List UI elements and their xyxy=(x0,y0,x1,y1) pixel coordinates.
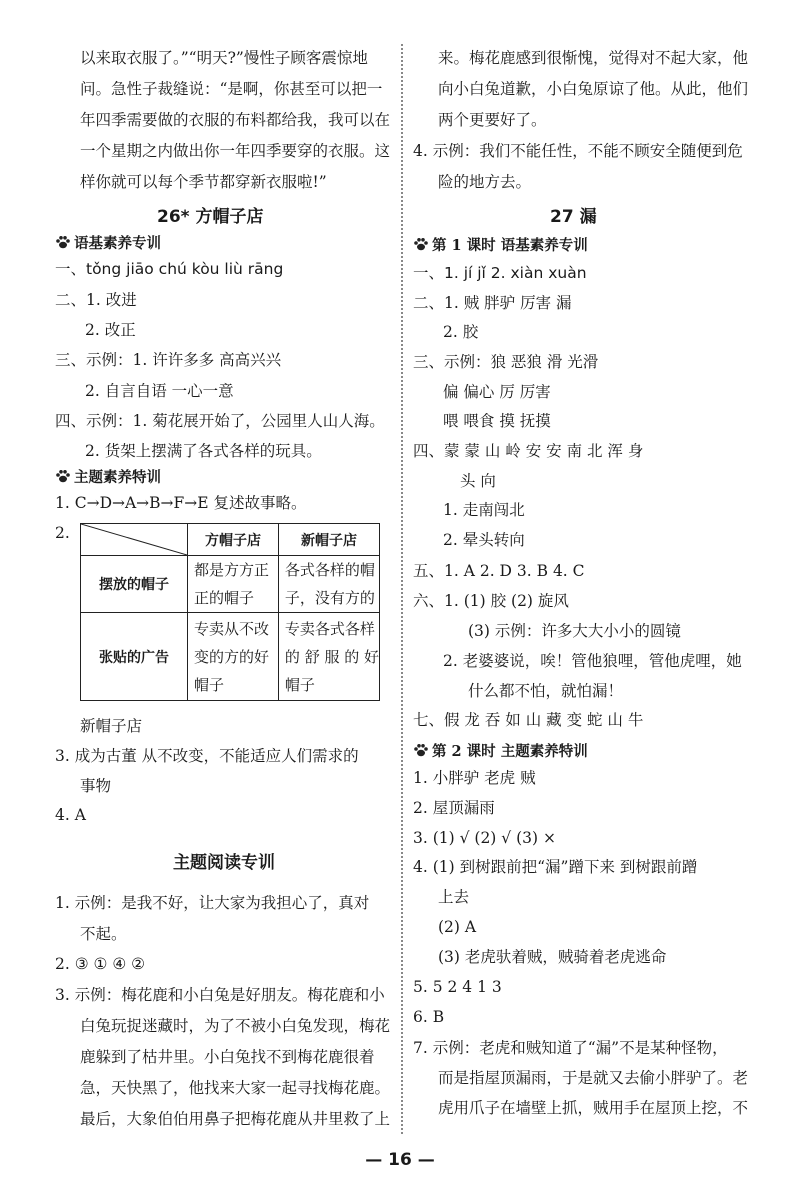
cell-line: 变的方的好 xyxy=(194,647,270,666)
cont-line: 两个更要好了。 xyxy=(438,111,547,129)
answer-4-2: 2. 货架上摆满了各式各样的玩具。 xyxy=(85,442,322,460)
reading-answer-1b: 不起。 xyxy=(80,925,127,943)
reading-title: 主题阅读专训 xyxy=(173,853,275,873)
theme-answer-7: 虎用爪子在墙壁上抓，贼用手在屋顶上挖，不 xyxy=(438,1099,749,1117)
theme-answer-1: 1. C→D→A→B→F→E 复述故事略。 xyxy=(55,494,307,512)
paw-icon xyxy=(413,237,429,251)
answer-6-2: (3) 示例：许多大大小小的圆镜 xyxy=(468,622,681,640)
theme-answer-7: 7. 示例：老虎和贼知道了“漏”不是某种怪物， xyxy=(413,1039,728,1057)
answer-4-1: 四、蒙 蒙 山 岭 安 安 南 北 浑 身 xyxy=(413,442,644,460)
answer-3-2: 2. 自言自语 一心一意 xyxy=(85,382,234,400)
paw-icon xyxy=(413,743,429,757)
table-cell xyxy=(188,556,279,613)
table-row-header: 张贴的广告 xyxy=(81,613,188,701)
page-number: — 16 — xyxy=(365,1150,435,1170)
theme-answer-2-num: 2. xyxy=(55,524,70,542)
theme-answer-4-1: 4. (1) 到树跟前把“漏”蹭下来 到树跟前蹭 xyxy=(413,858,698,876)
intro-line: 一个星期之内做出你一年四季要穿的衣服。这 xyxy=(80,142,391,160)
cell-line: 都是方方正 xyxy=(194,561,270,579)
table-cell xyxy=(278,613,379,701)
section-label-text: 第 1 课时 语基素养专训 xyxy=(432,237,588,254)
answer-2-1: 二、1. 贼 胖驴 厉害 漏 xyxy=(413,294,572,312)
cell-line: 正的帽子 xyxy=(194,589,255,607)
lesson-27-title: 27 漏 xyxy=(550,207,597,227)
intro-line: 样你就可以每个季节都穿新衣服啦!” xyxy=(80,173,327,191)
cell-line: 帽子 xyxy=(284,675,315,694)
comparison-table xyxy=(80,523,380,701)
table-col-header: 新帽子店 xyxy=(278,524,379,556)
reading-answer-3: 白兔玩捉迷藏时，为了不被小白兔发现，梅花 xyxy=(80,1017,391,1035)
theme-answer-2: 2. 屋顶漏雨 xyxy=(413,799,495,817)
cell-line: 各式各样的帽 xyxy=(284,561,375,579)
answer-4-2: 1. 走南闯北 xyxy=(443,501,525,519)
theme-answer-4-3: (3) 老虎驮着贼，贼骑着老虎逃命 xyxy=(438,948,667,966)
theme-answer-1: 1. 小胖驴 老虎 贼 xyxy=(413,769,536,787)
answer-2-2: 2. 改正 xyxy=(85,321,136,339)
answer-4-1: 四、示例：1. 菊花展开始了，公园里人山人海。 xyxy=(55,412,385,430)
cont-line: 向小白兔道歉，小白兔原谅了他。从此，他们 xyxy=(438,80,749,98)
reading-answer-2: 2. ③ ① ④ ② xyxy=(55,955,146,973)
answer-2-2: 2. 胶 xyxy=(443,323,479,341)
section-label-lesson2 xyxy=(413,740,588,761)
theme-answer-6: 6. B xyxy=(413,1008,445,1026)
section-label-text: 第 2 课时 主题素养特训 xyxy=(432,743,588,760)
answer-4-3: 2. 晕头转向 xyxy=(443,531,525,549)
table-col-header: 方帽子店 xyxy=(188,524,279,556)
theme-answer-4: 4. A xyxy=(55,806,86,824)
answer-6-1: 六、1. (1) 胶 (2) 旋风 xyxy=(413,592,569,610)
answer-1: 一、tǒng jiāo chú kòu liù rāng xyxy=(55,260,284,278)
reading-answer-4b: 险的地方去。 xyxy=(438,173,532,191)
reading-answer-4a: 4. 示例：我们不能任性，不能不顾安全随便到危 xyxy=(413,142,743,160)
theme-answer-5: 5. 5 2 4 1 3 xyxy=(413,978,502,996)
theme-answer-3: 3. (1) √ (2) √ (3) × xyxy=(413,829,556,847)
reading-answer-3: 急，天快黑了，他找来大家一起寻找梅花鹿。 xyxy=(80,1079,391,1097)
cell-line: 帽子 xyxy=(194,675,225,694)
cell-line: 子，没有方的 xyxy=(284,589,375,607)
answer-3-1: 三、示例：狼 恶狼 滑 光滑 xyxy=(413,353,599,371)
column-divider xyxy=(401,44,403,1134)
table-cell xyxy=(188,613,279,701)
answer-4-1b: 头 向 xyxy=(460,472,496,490)
paw-icon xyxy=(55,235,71,249)
answer-6-4: 什么都不怕，就怕漏！ xyxy=(468,682,624,700)
section-label-lesson1 xyxy=(413,234,588,255)
theme-answer-4-2: (2) A xyxy=(438,918,477,936)
answer-6-3: 2. 老婆婆说，唉！管他狼哩，管他虎哩，她 xyxy=(443,652,742,670)
answer-3-3: 喂 喂食 摸 抚摸 xyxy=(443,412,551,430)
answer-3-1: 三、示例：1. 许许多多 高高兴兴 xyxy=(55,351,282,369)
section-label-theme xyxy=(55,466,161,487)
theme-answer-7: 而是指屋顶漏雨，于是就又去偷小胖驴了。老 xyxy=(438,1069,749,1087)
theme-answer-3a: 3. 成为古董 从不改变，不能适应人们需求的 xyxy=(55,747,359,765)
theme-answer-2-after: 新帽子店 xyxy=(80,717,143,735)
answer-1: 一、1. jí jǐ 2. xiàn xuàn xyxy=(413,264,587,282)
table-row-header: 摆放的帽子 xyxy=(81,556,188,613)
reading-answer-1a: 1. 示例：是我不好，让大家为我担心了，真对 xyxy=(55,894,370,912)
table-corner xyxy=(81,524,188,556)
cell-line: 专卖各式各样 xyxy=(284,619,375,638)
theme-answer-3b: 事物 xyxy=(80,777,112,795)
answer-5: 五、1. A 2. D 3. B 4. C xyxy=(413,562,585,580)
reading-answer-3: 鹿躲到了枯井里。小白兔找不到梅花鹿很着 xyxy=(80,1048,375,1066)
cont-line: 来。梅花鹿感到很惭愧，觉得对不起大家，他 xyxy=(438,49,749,67)
lesson-26-title: 26* 方帽子店 xyxy=(157,207,264,227)
reading-answer-3: 最后，大象伯伯用鼻子把梅花鹿从井里救了上 xyxy=(80,1110,391,1128)
intro-line: 问。急性子裁缝说：“是啊，你甚至可以把一 xyxy=(80,80,383,98)
theme-answer-4-1b: 上去 xyxy=(438,888,470,906)
section-label-text: 主题素养特训 xyxy=(74,469,161,486)
answer-7: 七、假 龙 吞 如 山 藏 变 蛇 山 牛 xyxy=(413,711,644,729)
table-cell xyxy=(278,556,379,613)
reading-answer-3: 3. 示例：梅花鹿和小白兔是好朋友。梅花鹿和小 xyxy=(55,986,385,1004)
cell-line: 的 舒 服 的 好 xyxy=(284,647,379,666)
section-label-text: 语基素养专训 xyxy=(74,235,161,252)
paw-icon xyxy=(55,469,71,483)
answer-2-1: 二、1. 改进 xyxy=(55,291,137,309)
intro-line: 以来取衣服了。”“明天?”慢性子顾客震惊地 xyxy=(80,49,368,67)
section-label-basic xyxy=(55,232,161,253)
intro-line: 年四季需要做的衣服的布料都给我，我可以在 xyxy=(80,111,391,129)
answer-3-2: 偏 偏心 厉 厉害 xyxy=(443,383,551,401)
cell-line: 专卖从不改 xyxy=(194,619,270,638)
